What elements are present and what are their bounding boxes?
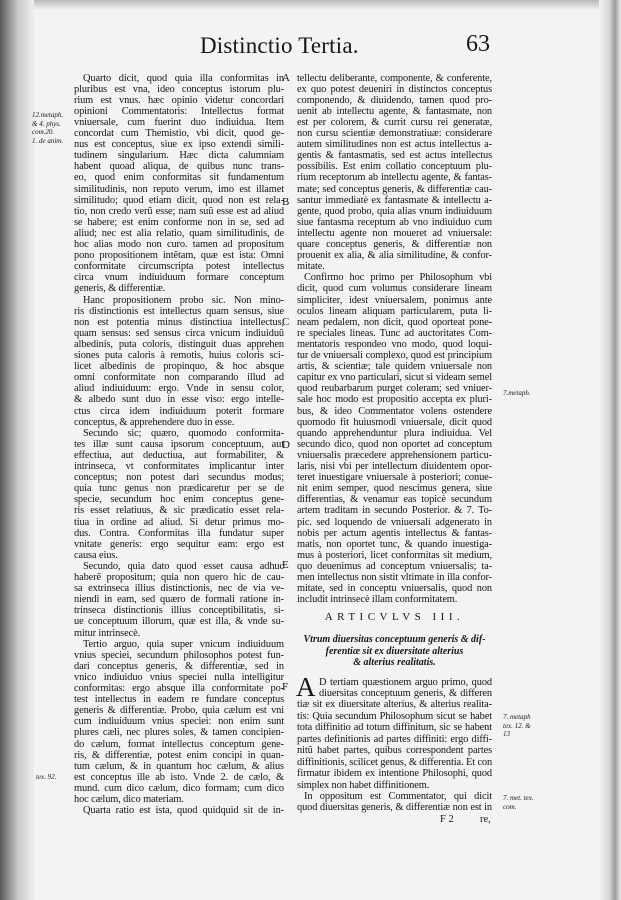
text-line: neam pedalem, non dicit, quod oporteat pone- bbox=[297, 316, 492, 328]
section-letter-b: B bbox=[282, 196, 290, 208]
text-line: dari conceptus generis, & differentiæ, sed in bbox=[74, 660, 284, 672]
text-line: mund. cum dico cælum, dico formam; cum dico bbox=[74, 782, 284, 794]
text-line: Secundo, quia dato quod esset causa adhuc bbox=[83, 560, 284, 572]
text-line: rium est vnus. hæc opinio videtur concordari bbox=[74, 94, 284, 106]
text-line: effectiua, aut deductiua, aut formabiliter, & bbox=[74, 449, 284, 461]
text-line: tudinem singularium. Hæc dicta calumniam bbox=[74, 150, 284, 162]
drop-cap: A bbox=[296, 672, 316, 702]
text-line: autem similitudines non est actus intellectus a- bbox=[297, 139, 492, 151]
text-line: artem traditam in secundo Posterior. & 7. To- bbox=[297, 505, 492, 517]
text-line: pic. sed loquendo de vniuersali adgenerato in bbox=[297, 516, 492, 528]
text-line: trinseca distinctionis illius conceptibilitatis, si- bbox=[74, 605, 284, 617]
text-line: quo deuenimus ad conceptum vniuersalis; ta- bbox=[297, 560, 492, 572]
text-line: intellectu agente non moueret ad vniuersale: bbox=[297, 227, 492, 239]
text-line: nus est conceptus, siue ex ipso extendi simili- bbox=[74, 139, 284, 151]
text-line: firmatur ibidem ex intentione Philosophi, quod bbox=[297, 768, 492, 780]
text-line: dus. Contra. Conformitas illa fundatur super bbox=[74, 527, 284, 539]
text-line: aliud indiuiduum: ergo. Vnde in sensu color, bbox=[74, 383, 284, 395]
text-line: non cursu scientiæ demonstratiuæ: considerare bbox=[297, 128, 492, 139]
text-line: tes illæ sunt causa ipsorum conceptuum, aut bbox=[74, 438, 284, 450]
text-line: licet albedinis de propinquo, & hoc absque bbox=[74, 361, 284, 373]
text-line: nobis per actum agentis intellectus & fantas- bbox=[297, 527, 492, 539]
text-line: includit intrinsecè illam conformitatem. bbox=[297, 594, 458, 606]
text-line: albedinis, puta coloris, distinguit duas apprehen bbox=[74, 338, 284, 350]
text-line: eo, quod enim conformitas sit fundamentum bbox=[74, 172, 284, 184]
section-letter-a: A bbox=[282, 72, 290, 84]
text-line: test intellectus in eadem re fundare conceptus bbox=[74, 694, 284, 706]
scan-edge-left bbox=[0, 0, 34, 900]
text-line: gente, quod probo, quia alias vnum indiuiduum bbox=[297, 205, 492, 217]
margin-note-line: 7. metaph bbox=[503, 713, 531, 721]
text-line: secundo dico, quod non oportet ad conceptum bbox=[297, 438, 492, 450]
text-line: quomodo fit huiusmodi vniuersale, dicit quod bbox=[297, 416, 492, 428]
text-line: capitur ex vno particulari, sicut si videam semel bbox=[297, 372, 492, 384]
margin-note-line: 7. met. tex. bbox=[503, 794, 534, 802]
text-line: differentias, & venamur eas topicè secundum bbox=[297, 494, 492, 506]
text-line: Hanc propositionem probo sic. Non mino- bbox=[83, 294, 284, 306]
text-line: tiæ sit ex diuersitate alterius, & alterius realita- bbox=[297, 699, 492, 711]
text-line: hoc cælum, dico materiam. bbox=[74, 794, 184, 805]
text-line: pluribus est vna, ideo conceptus istorum plu- bbox=[74, 83, 284, 95]
text-line: siones puta caloris à remotis, huius coloris sci- bbox=[74, 350, 284, 361]
text-line: se habere; est enim conforme non in se, sed ad bbox=[74, 216, 284, 228]
text-line: quia tunc genus non prædicaretur per se de bbox=[74, 483, 284, 495]
text-line: quod reubarbarum purget coleram; sed vniuer- bbox=[297, 383, 492, 395]
text-line: tota diffinitio ad totum diffinitum, sic se habent bbox=[297, 722, 492, 734]
text-line: teret inuestigare vniuersale à posteriori; conue- bbox=[297, 472, 492, 484]
text-line: mate; sed conceptus generis, & differentiæ cau- bbox=[297, 183, 492, 195]
text-line: & albedo sunt duo in esse viso: ergo intelle- bbox=[74, 394, 284, 406]
article-subtitle-line: Vtrum diuersitas conceptuum generis & dif- bbox=[303, 634, 486, 645]
text-line: siue fantasma receptum ab vno indiuiduo cum bbox=[297, 216, 492, 228]
text-line: quam sensus: sed sensus circa vnicum indiuiduũ bbox=[74, 327, 284, 339]
text-line: circa vnum indiuiduum formare conceptum bbox=[74, 272, 284, 284]
text-line: opinioni Commentatoris: Intellectus format bbox=[74, 105, 284, 117]
text-line: quando apprehenduntur plura indiuidua. Vel bbox=[297, 427, 492, 439]
text-line: niendi in eam, sed quæro de formali ratione in- bbox=[74, 594, 284, 606]
text-line: est conceptus ille ab isto. Vnde 2. de cælo, & bbox=[74, 771, 284, 783]
text-line: diffinitionis, scilicet genus, & differentia. Et con bbox=[297, 756, 492, 768]
text-line: pono propositionem intẽtam, quæ est ista: Omni bbox=[74, 250, 284, 262]
text-line: tis: Quia secundum Philosophum sicut se habet bbox=[297, 710, 492, 722]
text-line: tiua in ordine ad aliud. Si detur primus mo- bbox=[74, 516, 284, 528]
text-line: artis, & scientiæ; tale quidem vniuersale non bbox=[297, 361, 492, 373]
text-line: do cælum, format intellectus conceptum gene- bbox=[74, 738, 284, 750]
margin-note-left-1 bbox=[32, 111, 63, 145]
text-line: ris, & differentiæ, potest enim concipi in quan- bbox=[74, 749, 284, 761]
text-line: vniuersale, cum fuerint duo indiuidua. Item bbox=[74, 116, 284, 128]
text-line: conceptus; non potest dari secundus modus; bbox=[74, 472, 284, 484]
text-line: tur de vniuersali complexo, quod est principium bbox=[297, 350, 492, 361]
text-line: conformitas: ergo absque illa conformitate po- bbox=[74, 683, 284, 694]
text-line: vniuersalis præcedere apprehensionem particu- bbox=[297, 449, 492, 461]
text-line: Secundo sic; quæro, quomodo conformita- bbox=[83, 427, 284, 439]
text-line: sale hoc modo est propositio accepta ex pluri- bbox=[297, 394, 492, 406]
margin-note-line: tex. 12. & bbox=[503, 721, 531, 730]
text-line: sa extrinseca illius distinctionis, nec de via ve- bbox=[74, 583, 284, 595]
text-line: bus, & ideo Commentator volens ostendere bbox=[297, 405, 492, 417]
text-line: habent quoad aliqua, de quibus nunc trans- bbox=[74, 161, 284, 173]
text-line: quod diuersitas generis, & differentiæ non est in bbox=[297, 802, 492, 814]
section-letter-f: F bbox=[282, 681, 289, 693]
section-letter-d: D bbox=[282, 439, 290, 451]
margin-note-line: 12.metaph. bbox=[32, 111, 64, 119]
text-line: Confirmo hoc primo per Philosophum vbi bbox=[304, 272, 492, 284]
text-line: partes definitionis ad partes diffiniti: ergo diffi- bbox=[297, 733, 492, 745]
scan-edge-right bbox=[599, 0, 621, 900]
section-letter-e: E bbox=[282, 559, 289, 571]
text-line: est per colorem, & currit cursu rei generatæ, bbox=[297, 116, 492, 128]
text-line: mitur intrinsecè. bbox=[74, 627, 141, 639]
text-line: concordat cum Themistio, vbi dicit, quod ge- bbox=[74, 128, 284, 139]
text-line: Tertio arguo, quia super vnicum indiuiduum bbox=[83, 638, 284, 650]
margin-note-line: com.20. bbox=[32, 128, 55, 136]
text-line: similitudo; quod etiam dicit, quod non est rela- bbox=[74, 194, 284, 206]
text-line: tum cælum, & in quantum hoc cælum, & alius bbox=[74, 760, 284, 772]
text-line: hoc alias modo non curo. tamen ad propositum bbox=[74, 239, 284, 250]
text-line: haberẽ propositum; quia non quero hic de cau- bbox=[74, 572, 284, 583]
margin-note-right-1 bbox=[503, 389, 531, 398]
text-line: men intellectus non sistit vltimate in illa confor- bbox=[297, 572, 492, 583]
text-line: quare conceptus generis, & differentiæ non bbox=[297, 239, 492, 250]
text-line: re speciales lineas. Tunc ad auctoritates Com- bbox=[297, 327, 492, 339]
text-line: ctus circa idem indiuiduum poterit formare bbox=[74, 405, 284, 417]
text-line: In oppositum est Commentator, qui dicit bbox=[304, 791, 492, 802]
text-line: Quarto dicit, quod quia illa conformitas in bbox=[83, 72, 284, 84]
text-line: Quarta ratio est ista, quod quidquid sit de in- bbox=[83, 805, 284, 817]
margin-note-line: com. bbox=[503, 802, 517, 811]
text-line: nit enim semper, quod nescimus genera, siue bbox=[297, 483, 492, 495]
text-line: generis, & differentiæ. bbox=[74, 283, 166, 295]
signature-mark: F 2 bbox=[440, 814, 454, 825]
page-number: 63 bbox=[466, 31, 490, 57]
text-line: oculos lineam aliquam particularem, puta li- bbox=[297, 305, 492, 317]
margin-note-line: 13 bbox=[503, 730, 510, 738]
text-line: vnico indiuiduo vnius speciei nulla intelligitur bbox=[74, 671, 284, 683]
text-line: matis, non oportet tunc, & quando inuestiga- bbox=[297, 538, 492, 550]
margin-note-left-2 bbox=[36, 773, 56, 782]
text-line: dicit, quod cum volumus considerare lineam bbox=[297, 283, 492, 295]
text-line: tellectu deliberante, componente, & conferente, bbox=[297, 72, 492, 84]
article-subtitle-line: & alterius realitatis. bbox=[353, 657, 436, 668]
text-line: ris distinctionis est intellectus quam sensus, siue bbox=[74, 305, 284, 317]
text-line: mitate, sed in conceptu vniuersalis, quod non bbox=[297, 583, 492, 595]
text-line: plures cæli, nec plures soles, & tamen concipien- bbox=[74, 727, 284, 739]
text-line: diuersitas conceptuum generis, & differen bbox=[319, 687, 492, 699]
text-line: specie, secundum hoc enim conceptus gene- bbox=[74, 494, 284, 506]
margin-note-right-3 bbox=[503, 794, 534, 811]
text-line: simpliciter, idest vniuersalem, ponimus ante bbox=[297, 294, 492, 306]
text-line: aliud; nec est alia relatio, quam similitudinis, de bbox=[74, 227, 284, 239]
text-line: santur immediatè ex fantasmate & intellectu a- bbox=[297, 194, 492, 206]
text-line: laris, nisi vbi per intellectum diuidentem opor- bbox=[297, 461, 492, 472]
text-line: cum indiuiduum vnius speciei: non enim sunt bbox=[74, 716, 284, 728]
text-line: D tertiam quæstionem arguo primo, quod bbox=[319, 676, 492, 688]
text-line: non est potentia minus distinctiua intellectus, bbox=[74, 316, 284, 328]
text-line: conceptus, & apprehendere duo in esse. bbox=[74, 416, 235, 428]
margin-note-right-2 bbox=[503, 713, 531, 739]
margin-note-line: 7.metaph. bbox=[503, 389, 531, 397]
text-line: omni conformitate non comparando illud ad bbox=[74, 372, 284, 384]
text-line: generis & differentiæ. Probo, quia cælum est vni bbox=[74, 705, 284, 717]
margin-note-line: tex. 92. bbox=[36, 773, 57, 781]
margin-note-line: & 4. phys. bbox=[32, 119, 61, 128]
text-line: mitate. bbox=[297, 261, 325, 273]
text-line: ex quo potest deueniri in distinctos conceptus bbox=[297, 83, 492, 95]
section-letter-c: C bbox=[282, 316, 290, 328]
text-line: uenit ab intellectu agente, & fantasmate, non bbox=[297, 105, 492, 117]
catchword: re, bbox=[480, 814, 491, 825]
text-line: vnius speciei, secundum philosophos potest fun- bbox=[74, 649, 284, 661]
text-line: prouenit ex alia, & alia similitudine, & confor- bbox=[297, 250, 492, 262]
margin-note-line: 1. de anim. bbox=[32, 136, 64, 145]
text-line: gentis & fantasmatis, sed est actus intellectus bbox=[297, 150, 492, 162]
text-line: ris esset relatiuus, & sic prædicatio esset rela- bbox=[74, 505, 284, 517]
text-line: possibilis. Est enim collatio conceptuum plu- bbox=[297, 161, 492, 173]
text-line: mentatoris respondeo vno modo, quod loqui- bbox=[297, 338, 492, 350]
running-title: Distinctio Tertia. bbox=[200, 33, 359, 58]
text-line: conformitate circumscripta potest intellectus bbox=[74, 261, 284, 273]
article-heading: ARTICVLVS III. bbox=[324, 611, 465, 623]
text-line: nitũ habet partes, quibus correspondent partes bbox=[297, 745, 492, 757]
text-line: tio, non credo verũ esse; nam suũ esse est ad aliud bbox=[74, 205, 284, 217]
article-subtitle-line: ferentiæ sit ex diuersitate alterius bbox=[325, 645, 464, 657]
text-line: intrinseca, vt conformitates implicantur inter bbox=[74, 461, 284, 472]
text-line: vnitate generis: ergo sequitur eam: ergo est bbox=[74, 538, 284, 550]
text-line: similitudinis, non reputo verum, imo est illamet bbox=[74, 183, 284, 195]
scan-edge-top bbox=[0, 0, 621, 10]
text-line: mus à posteriori, licet conformitas sit medium, bbox=[297, 549, 492, 561]
text-line: ue conceptuum illorum, quæ est illa, & vnde su- bbox=[74, 616, 284, 628]
text-line: componendo, & diuidendo, tamen quod pro- bbox=[297, 94, 492, 106]
text-line: causa eius. bbox=[74, 549, 118, 561]
text-line: simplex non habet diffinitionem. bbox=[297, 779, 430, 791]
text-line: rium receptorum ab intellectu agente, & fantas- bbox=[297, 172, 492, 184]
